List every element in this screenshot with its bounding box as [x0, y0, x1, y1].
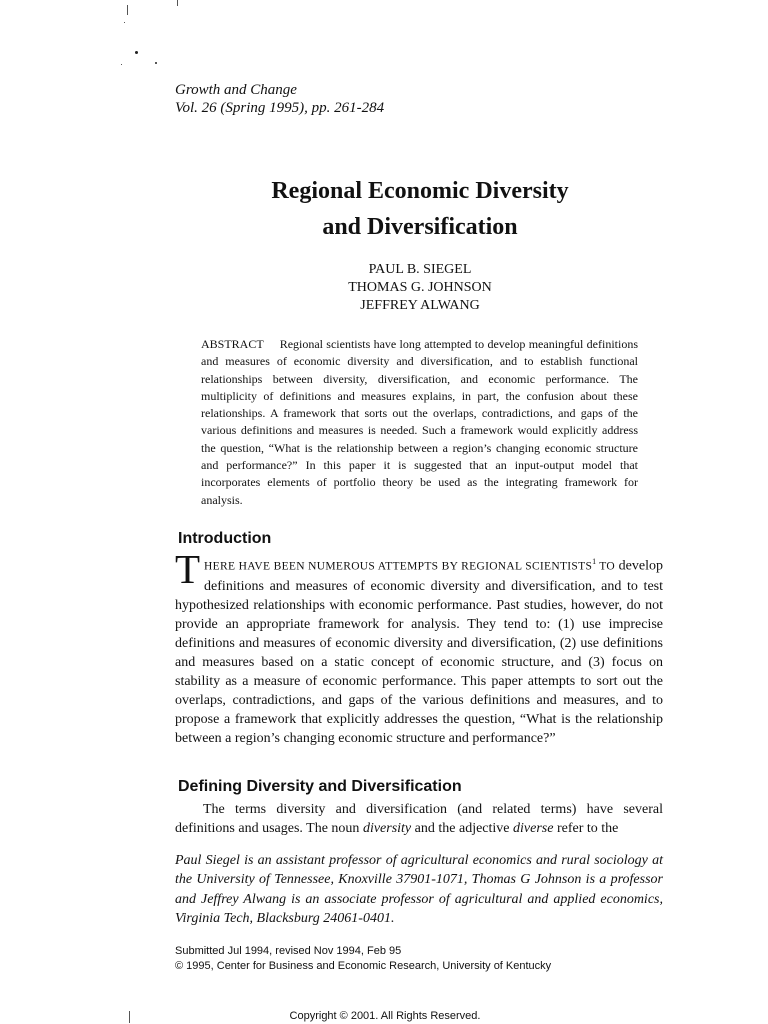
defining-text-before: The terms diversity and diversification (and related terms) have several definitions and usages. The noun — [175, 802, 663, 836]
author-list — [0, 261, 768, 315]
journal-header — [175, 81, 384, 117]
author-name: PAUL B. SIEGEL — [368, 262, 472, 277]
term-diversity: diversity — [362, 821, 412, 836]
article-title — [0, 173, 768, 245]
footer-copyright: Copyright © 2001. All Rights Reserved. — [289, 1010, 481, 1022]
journal-citation: Vol. 26 (Spring 1995), pp. 261-284 — [175, 100, 385, 116]
abstract — [201, 336, 638, 509]
author-name: JEFFREY ALWANG — [360, 298, 480, 313]
publication-copyright: © 1995, Center for Business and Economic Research, University of Kentucky — [175, 960, 552, 972]
section-heading-introduction: Introduction — [178, 530, 272, 547]
publication-info — [175, 944, 551, 974]
scan-mark — [127, 5, 128, 15]
intro-smallcaps: HERE HAVE BEEN NUMEROUS ATTEMPTS BY REGIONAL SCIENTISTS — [204, 560, 593, 573]
drop-cap: T — [175, 546, 201, 592]
title-line-1: Regional Economic Diversity — [271, 178, 569, 204]
abstract-text: Regional scientists have long attempted to develop meaningful definitions and measures of economic diversity and diversification, and to establish functional relationships between diversity, diversification, and economic performance. The multiplicity of definitions and measures explains, in part, the confusion about these relationships. A framework that sorts out the overlaps, contradictions, and gaps of the various definitions and measures is needed. Such a framework would explicitly address the question, “What is the relationship between a region’s changing economic structure and performance?” In this paper it is suggested that an input-output model that incorporates elements of portfolio theory be used as the integrating framework for analysis. — [201, 337, 638, 507]
author-note: Paul Siegel is an assistant professor of agricultural economics and rural sociology at the University of Tennessee, Knoxville 37901-1071, Thomas G Johnson is a professor and Jeffrey Alwang is an associate professor of agricultural and applied economics, Virginia Tech, Blacksburg 24061-0401. — [175, 853, 663, 926]
defining-paragraph — [175, 800, 663, 838]
author-name: THOMAS G. JOHNSON — [348, 280, 492, 295]
term-diverse: diverse — [513, 821, 554, 836]
introduction-paragraph — [175, 546, 663, 748]
journal-name: Growth and Change — [175, 82, 297, 98]
defining-text-after: refer to the — [553, 821, 619, 836]
intro-smallcaps-end: TO — [596, 560, 616, 573]
footnote-ref: 1 — [592, 557, 597, 566]
submission-dates: Submitted Jul 1994, revised Nov 1994, Feb 95 — [175, 945, 402, 957]
scan-mark — [177, 0, 178, 6]
intro-text: develop definitions and measures of economic diversity and diversification, and to test hypothesized relationships with economic performance. Past studies, however, do not provide an appropriate framework for analysis. They tend to: (1) use imprecise definitions and measures of economic diversity and diversification, (2) use definitions and measures based on a static concept of economic structure, and (3) focus on stability as a measure of economic performance. This paper attempts to sort out the overlaps, contradictions, and gaps of the various definitions and measures, and to propose a framework that explicitly addresses the question, “What is the relationship between a region’s changing economic structure and performance?” — [175, 558, 663, 746]
title-line-2: and Diversification — [322, 214, 518, 240]
section-heading-defining: Defining Diversity and Diversification — [178, 778, 462, 795]
defining-text-mid: and the adjective — [411, 821, 513, 836]
abstract-label: ABSTRACT — [201, 337, 264, 351]
